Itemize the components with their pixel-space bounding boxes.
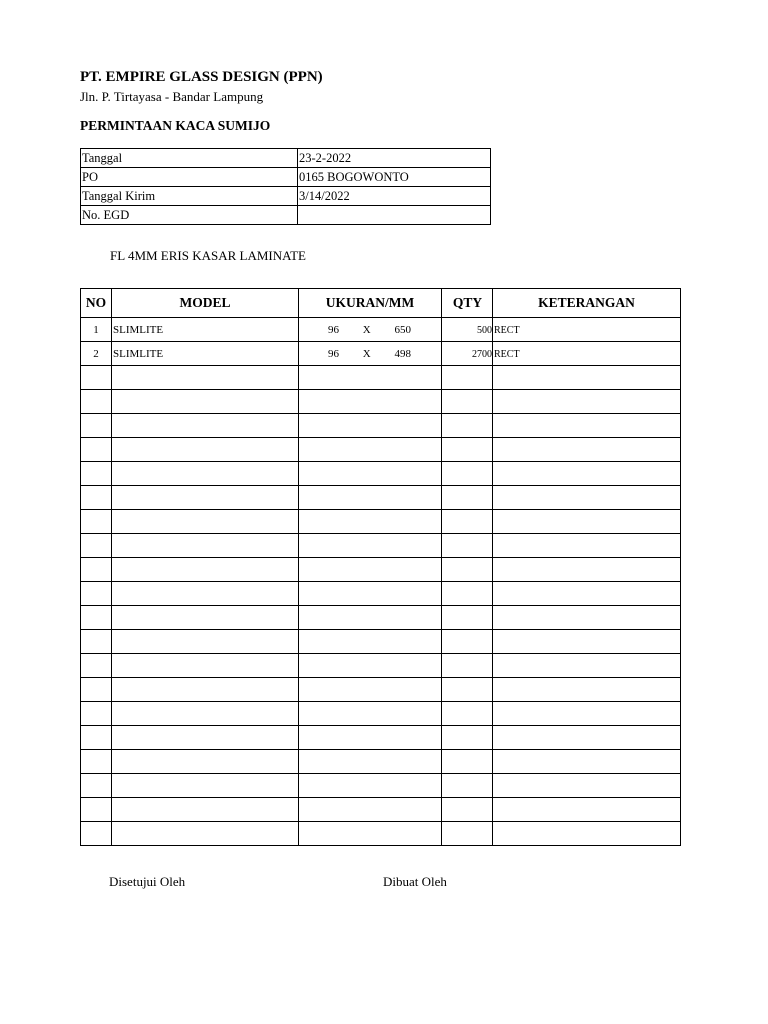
info-label: PO	[81, 168, 298, 187]
empty-cell	[112, 606, 299, 630]
empty-cell	[493, 702, 681, 726]
empty-cell	[81, 390, 112, 414]
empty-cell	[493, 366, 681, 390]
empty-cell	[112, 414, 299, 438]
empty-cell	[112, 558, 299, 582]
empty-cell	[81, 606, 112, 630]
table-row-empty	[81, 630, 681, 654]
empty-cell	[112, 462, 299, 486]
header-model: MODEL	[112, 289, 299, 318]
empty-cell	[81, 462, 112, 486]
empty-cell	[112, 822, 299, 846]
row-qty	[442, 342, 493, 366]
empty-cell	[442, 438, 493, 462]
table-row	[81, 318, 681, 342]
table-row-empty	[81, 390, 681, 414]
empty-cell	[112, 678, 299, 702]
empty-cell	[493, 414, 681, 438]
table-row-empty	[81, 582, 681, 606]
empty-cell	[493, 438, 681, 462]
empty-cell	[112, 366, 299, 390]
empty-cell	[493, 582, 681, 606]
empty-cell	[442, 702, 493, 726]
empty-cell	[81, 822, 112, 846]
empty-cell	[81, 510, 112, 534]
empty-cell	[81, 366, 112, 390]
info-table	[80, 148, 491, 225]
empty-cell	[493, 630, 681, 654]
empty-cell	[493, 558, 681, 582]
size-width: 96	[328, 347, 339, 360]
made-by-label: Dibuat Oleh	[383, 874, 447, 889]
table-row-empty	[81, 606, 681, 630]
size-height: 650	[394, 323, 411, 336]
table-row-empty	[81, 414, 681, 438]
empty-cell	[112, 390, 299, 414]
empty-cell	[81, 414, 112, 438]
empty-cell	[112, 774, 299, 798]
empty-cell	[299, 678, 442, 702]
empty-cell	[442, 654, 493, 678]
empty-cell	[112, 798, 299, 822]
empty-cell	[112, 582, 299, 606]
row-qty	[442, 318, 493, 342]
empty-cell	[81, 582, 112, 606]
empty-cell	[299, 726, 442, 750]
empty-cell	[299, 606, 442, 630]
keterangan-value: RECT	[494, 348, 520, 360]
row-model: SLIMLITE	[112, 318, 299, 342]
empty-cell	[442, 462, 493, 486]
product-description: FL 4MM ERIS KASAR LAMINATE	[110, 248, 306, 263]
company-address: Jln. P. Tirtayasa - Bandar Lampung	[80, 89, 264, 104]
table-row-empty	[81, 750, 681, 774]
empty-cell	[299, 630, 442, 654]
empty-cell	[112, 534, 299, 558]
empty-cell	[299, 654, 442, 678]
info-value	[298, 206, 491, 225]
table-row-empty	[81, 726, 681, 750]
table-row-empty	[81, 534, 681, 558]
info-row-no-egd	[81, 206, 491, 225]
info-value: 0165 BOGOWONTO	[298, 168, 491, 187]
info-label: Tanggal Kirim	[81, 187, 298, 206]
empty-cell	[493, 726, 681, 750]
row-no: 1	[81, 318, 112, 342]
empty-cell	[442, 366, 493, 390]
table-row-empty	[81, 702, 681, 726]
header-qty: QTY	[442, 289, 493, 318]
header-size: UKURAN/MM	[299, 289, 442, 318]
empty-cell	[493, 654, 681, 678]
empty-cell	[112, 750, 299, 774]
row-model: SLIMLITE	[112, 342, 299, 366]
row-size	[299, 318, 442, 342]
empty-cell	[493, 534, 681, 558]
empty-cell	[299, 486, 442, 510]
empty-cell	[112, 510, 299, 534]
empty-cell	[493, 462, 681, 486]
empty-cell	[442, 774, 493, 798]
empty-cell	[442, 558, 493, 582]
empty-cell	[299, 510, 442, 534]
empty-cell	[81, 534, 112, 558]
empty-cell	[299, 750, 442, 774]
row-keterangan	[493, 318, 681, 342]
empty-cell	[442, 750, 493, 774]
table-header-row	[81, 289, 681, 318]
table-row	[81, 342, 681, 366]
empty-cell	[81, 702, 112, 726]
empty-cell	[442, 510, 493, 534]
empty-cell	[81, 630, 112, 654]
info-label: Tanggal	[81, 149, 298, 168]
empty-cell	[299, 366, 442, 390]
empty-cell	[81, 486, 112, 510]
info-row-po	[81, 168, 491, 187]
empty-cell	[299, 822, 442, 846]
empty-cell	[442, 414, 493, 438]
empty-cell	[299, 414, 442, 438]
empty-cell	[493, 822, 681, 846]
info-value: 3/14/2022	[298, 187, 491, 206]
empty-cell	[112, 702, 299, 726]
table-row-empty	[81, 510, 681, 534]
table-row-empty	[81, 654, 681, 678]
empty-cell	[81, 654, 112, 678]
table-row-empty	[81, 798, 681, 822]
table-row-empty	[81, 774, 681, 798]
approved-by-label: Disetujui Oleh	[109, 874, 186, 889]
empty-cell	[299, 462, 442, 486]
empty-cell	[112, 438, 299, 462]
empty-cell	[299, 702, 442, 726]
empty-cell	[493, 606, 681, 630]
empty-cell	[81, 750, 112, 774]
empty-cell	[493, 678, 681, 702]
empty-cell	[81, 798, 112, 822]
empty-cell	[442, 822, 493, 846]
empty-cell	[299, 534, 442, 558]
header-keterangan: KETERANGAN	[493, 289, 681, 318]
table-row-empty	[81, 366, 681, 390]
info-label: No. EGD	[81, 206, 298, 225]
empty-cell	[442, 534, 493, 558]
size-height: 498	[394, 347, 411, 360]
items-table	[80, 288, 681, 846]
info-row-tanggal	[81, 149, 491, 168]
empty-cell	[493, 486, 681, 510]
info-row-tanggal-kirim	[81, 187, 491, 206]
table-row-empty	[81, 438, 681, 462]
empty-cell	[81, 774, 112, 798]
empty-cell	[299, 558, 442, 582]
empty-cell	[493, 774, 681, 798]
empty-cell	[299, 798, 442, 822]
empty-cell	[299, 582, 442, 606]
empty-cell	[442, 582, 493, 606]
header-no: NO	[81, 289, 112, 318]
empty-cell	[81, 438, 112, 462]
empty-cell	[493, 390, 681, 414]
empty-cell	[299, 774, 442, 798]
table-row-empty	[81, 462, 681, 486]
empty-cell	[442, 798, 493, 822]
company-name: PT. EMPIRE GLASS DESIGN (PPN)	[80, 69, 323, 85]
empty-cell	[442, 678, 493, 702]
empty-cell	[493, 510, 681, 534]
empty-cell	[112, 726, 299, 750]
empty-cell	[442, 486, 493, 510]
table-row-empty	[81, 822, 681, 846]
row-size	[299, 342, 442, 366]
info-value: 23-2-2022	[298, 149, 491, 168]
empty-cell	[442, 390, 493, 414]
empty-cell	[81, 726, 112, 750]
table-row-empty	[81, 558, 681, 582]
empty-cell	[299, 438, 442, 462]
table-row-empty	[81, 678, 681, 702]
empty-cell	[112, 630, 299, 654]
keterangan-value: RECT	[494, 324, 520, 336]
qty-value: 2700	[472, 348, 492, 360]
empty-cell	[442, 630, 493, 654]
empty-cell	[81, 678, 112, 702]
size-separator: X	[362, 347, 371, 360]
empty-cell	[493, 750, 681, 774]
empty-cell	[493, 798, 681, 822]
empty-cell	[81, 558, 112, 582]
row-keterangan	[493, 342, 681, 366]
empty-cell	[112, 486, 299, 510]
document-subject: PERMINTAAN KACA SUMIJO	[80, 118, 271, 133]
qty-value: 500	[477, 324, 492, 336]
size-width: 96	[328, 323, 339, 336]
empty-cell	[299, 390, 442, 414]
empty-cell	[442, 726, 493, 750]
row-no: 2	[81, 342, 112, 366]
empty-cell	[442, 606, 493, 630]
size-separator: X	[362, 323, 371, 336]
table-row-empty	[81, 486, 681, 510]
empty-cell	[112, 654, 299, 678]
